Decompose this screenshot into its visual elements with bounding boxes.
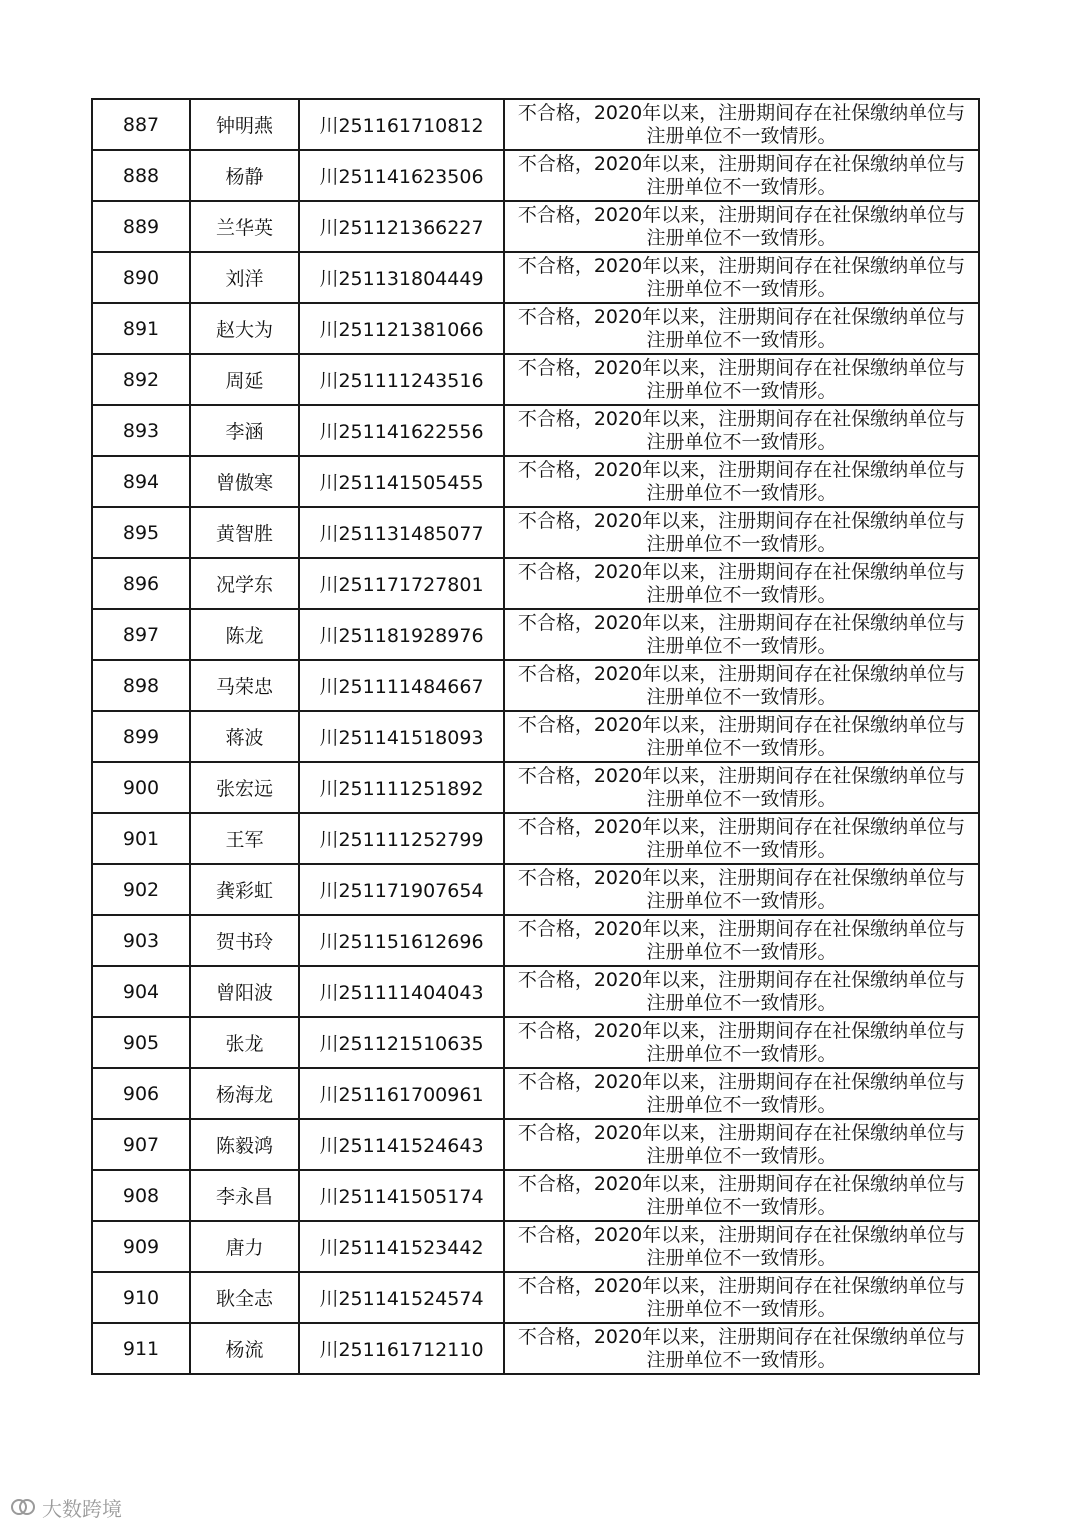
person-name: 龚彩虹 — [190, 864, 299, 915]
review-result — [504, 150, 979, 201]
person-name: 曾傲寒 — [190, 456, 299, 507]
certificate-number: 川251181928976 — [299, 609, 504, 660]
review-result-line-2: 注册单位不一致情形。 — [646, 991, 837, 1014]
table-row — [92, 1170, 979, 1221]
table-row — [92, 405, 979, 456]
row-number: 908 — [92, 1170, 190, 1221]
certificate-number: 川251141622556 — [299, 405, 504, 456]
review-result — [504, 303, 979, 354]
person-name: 张宏远 — [190, 762, 299, 813]
review-result-line-1: 不合格，2020年以来，注册期间存在社保缴纳单位与 — [517, 1070, 966, 1093]
review-result-line-2: 注册单位不一致情形。 — [646, 1042, 837, 1065]
row-number: 899 — [92, 711, 190, 762]
certificate-number: 川251141523442 — [299, 1221, 504, 1272]
person-name: 耿全志 — [190, 1272, 299, 1323]
table-row — [92, 1272, 979, 1323]
review-result — [504, 405, 979, 456]
review-result — [504, 813, 979, 864]
person-name: 黄智胜 — [190, 507, 299, 558]
person-name: 蒋波 — [190, 711, 299, 762]
review-result-line-2: 注册单位不一致情形。 — [646, 124, 837, 147]
review-result-line-1: 不合格，2020年以来，注册期间存在社保缴纳单位与 — [517, 356, 966, 379]
person-name: 唐力 — [190, 1221, 299, 1272]
row-number: 901 — [92, 813, 190, 864]
review-result-line-2: 注册单位不一致情形。 — [646, 328, 837, 351]
person-name: 杨流 — [190, 1323, 299, 1374]
review-result-line-2: 注册单位不一致情形。 — [646, 226, 837, 249]
review-result-line-1: 不合格，2020年以来，注册期间存在社保缴纳单位与 — [517, 1325, 966, 1348]
row-number: 909 — [92, 1221, 190, 1272]
table-row — [92, 1119, 979, 1170]
certificate-number: 川251161700961 — [299, 1068, 504, 1119]
logo-icon — [10, 1496, 36, 1518]
row-number: 890 — [92, 252, 190, 303]
certificate-number: 川251111243516 — [299, 354, 504, 405]
person-name: 赵大为 — [190, 303, 299, 354]
row-number: 888 — [92, 150, 190, 201]
review-result-line-2: 注册单位不一致情形。 — [646, 634, 837, 657]
table-row — [92, 711, 979, 762]
table-row — [92, 915, 979, 966]
person-name: 况学东 — [190, 558, 299, 609]
table-row — [92, 558, 979, 609]
review-result-line-1: 不合格，2020年以来，注册期间存在社保缴纳单位与 — [517, 968, 966, 991]
table-row — [92, 456, 979, 507]
row-number: 903 — [92, 915, 190, 966]
review-result-line-2: 注册单位不一致情形。 — [646, 277, 837, 300]
review-result-line-1: 不合格，2020年以来，注册期间存在社保缴纳单位与 — [517, 815, 966, 838]
table-row — [92, 762, 979, 813]
review-result-line-2: 注册单位不一致情形。 — [646, 175, 837, 198]
row-number: 904 — [92, 966, 190, 1017]
review-result — [504, 558, 979, 609]
certificate-number: 川251131485077 — [299, 507, 504, 558]
table-row — [92, 99, 979, 150]
review-result-line-2: 注册单位不一致情形。 — [646, 532, 837, 555]
table-row — [92, 201, 979, 252]
review-result-line-1: 不合格，2020年以来，注册期间存在社保缴纳单位与 — [517, 560, 966, 583]
person-name: 马荣忠 — [190, 660, 299, 711]
person-name: 李涵 — [190, 405, 299, 456]
certificate-number: 川251131804449 — [299, 252, 504, 303]
review-result-line-2: 注册单位不一致情形。 — [646, 1195, 837, 1218]
review-result-line-1: 不合格，2020年以来，注册期间存在社保缴纳单位与 — [517, 1223, 966, 1246]
review-result-line-1: 不合格，2020年以来，注册期间存在社保缴纳单位与 — [517, 407, 966, 430]
row-number: 893 — [92, 405, 190, 456]
person-name: 钟明燕 — [190, 99, 299, 150]
roster-table-body — [92, 99, 979, 1374]
row-number: 889 — [92, 201, 190, 252]
review-result — [504, 507, 979, 558]
table-row — [92, 1221, 979, 1272]
certificate-number: 川251111484667 — [299, 660, 504, 711]
certificate-number: 川251161710812 — [299, 99, 504, 150]
watermark-text: 大数跨境 — [42, 1496, 122, 1521]
review-result-line-2: 注册单位不一致情形。 — [646, 838, 837, 861]
certificate-number: 川251141505174 — [299, 1170, 504, 1221]
certificate-number: 川251121366227 — [299, 201, 504, 252]
review-result — [504, 1272, 979, 1323]
person-name: 周延 — [190, 354, 299, 405]
review-result-line-2: 注册单位不一致情形。 — [646, 1246, 837, 1269]
review-result-line-1: 不合格，2020年以来，注册期间存在社保缴纳单位与 — [517, 1019, 966, 1042]
review-result — [504, 660, 979, 711]
review-result — [504, 252, 979, 303]
person-name: 陈龙 — [190, 609, 299, 660]
table-row — [92, 150, 979, 201]
review-result-line-1: 不合格，2020年以来，注册期间存在社保缴纳单位与 — [517, 509, 966, 532]
review-result — [504, 711, 979, 762]
row-number: 911 — [92, 1323, 190, 1374]
review-result-line-1: 不合格，2020年以来，注册期间存在社保缴纳单位与 — [517, 611, 966, 634]
review-result-line-1: 不合格，2020年以来，注册期间存在社保缴纳单位与 — [517, 662, 966, 685]
review-result — [504, 762, 979, 813]
table-row — [92, 1323, 979, 1374]
certificate-number: 川251141518093 — [299, 711, 504, 762]
row-number: 900 — [92, 762, 190, 813]
review-result-line-2: 注册单位不一致情形。 — [646, 1297, 837, 1320]
person-name: 杨静 — [190, 150, 299, 201]
person-name: 曾阳波 — [190, 966, 299, 1017]
person-name: 贺书玲 — [190, 915, 299, 966]
review-result — [504, 354, 979, 405]
certificate-number: 川251161712110 — [299, 1323, 504, 1374]
certificate-number: 川251111252799 — [299, 813, 504, 864]
review-result — [504, 1221, 979, 1272]
review-result-line-2: 注册单位不一致情形。 — [646, 787, 837, 810]
review-result — [504, 1017, 979, 1068]
certificate-number: 川251111404043 — [299, 966, 504, 1017]
row-number: 910 — [92, 1272, 190, 1323]
review-result-line-2: 注册单位不一致情形。 — [646, 1348, 837, 1371]
review-result — [504, 456, 979, 507]
review-result-line-2: 注册单位不一致情形。 — [646, 685, 837, 708]
review-result-line-1: 不合格，2020年以来，注册期间存在社保缴纳单位与 — [517, 764, 966, 787]
table-row — [92, 1017, 979, 1068]
certificate-number: 川251171727801 — [299, 558, 504, 609]
certificate-number: 川251141524574 — [299, 1272, 504, 1323]
review-result-line-2: 注册单位不一致情形。 — [646, 1144, 837, 1167]
row-number: 905 — [92, 1017, 190, 1068]
certificate-number: 川251141524643 — [299, 1119, 504, 1170]
row-number: 907 — [92, 1119, 190, 1170]
row-number: 892 — [92, 354, 190, 405]
review-result — [504, 609, 979, 660]
person-name: 兰华英 — [190, 201, 299, 252]
review-result — [504, 1323, 979, 1374]
certificate-number: 川251151612696 — [299, 915, 504, 966]
review-result-line-2: 注册单位不一致情形。 — [646, 481, 837, 504]
review-result — [504, 1170, 979, 1221]
review-result-line-2: 注册单位不一致情形。 — [646, 736, 837, 759]
review-result-line-1: 不合格，2020年以来，注册期间存在社保缴纳单位与 — [517, 866, 966, 889]
table-row — [92, 252, 979, 303]
certificate-number: 川251121381066 — [299, 303, 504, 354]
review-result-line-2: 注册单位不一致情形。 — [646, 379, 837, 402]
certificate-number: 川251171907654 — [299, 864, 504, 915]
table-row — [92, 1068, 979, 1119]
review-result-line-1: 不合格，2020年以来，注册期间存在社保缴纳单位与 — [517, 713, 966, 736]
review-result-line-1: 不合格，2020年以来，注册期间存在社保缴纳单位与 — [517, 254, 966, 277]
table-row — [92, 864, 979, 915]
row-number: 906 — [92, 1068, 190, 1119]
table-row — [92, 354, 979, 405]
review-result-line-1: 不合格，2020年以来，注册期间存在社保缴纳单位与 — [517, 152, 966, 175]
review-result-line-2: 注册单位不一致情形。 — [646, 583, 837, 606]
watermark — [10, 1492, 122, 1522]
review-result-line-1: 不合格，2020年以来，注册期间存在社保缴纳单位与 — [517, 1121, 966, 1144]
person-name: 王军 — [190, 813, 299, 864]
person-name: 杨海龙 — [190, 1068, 299, 1119]
review-result-line-1: 不合格，2020年以来，注册期间存在社保缴纳单位与 — [517, 101, 966, 124]
row-number: 896 — [92, 558, 190, 609]
review-result-line-1: 不合格，2020年以来，注册期间存在社保缴纳单位与 — [517, 458, 966, 481]
review-result — [504, 864, 979, 915]
table-row — [92, 660, 979, 711]
review-result-line-1: 不合格，2020年以来，注册期间存在社保缴纳单位与 — [517, 917, 966, 940]
person-name: 陈毅鸿 — [190, 1119, 299, 1170]
certificate-number: 川251121510635 — [299, 1017, 504, 1068]
table-row — [92, 609, 979, 660]
person-name: 李永昌 — [190, 1170, 299, 1221]
review-result-line-1: 不合格，2020年以来，注册期间存在社保缴纳单位与 — [517, 1172, 966, 1195]
table-row — [92, 966, 979, 1017]
review-result — [504, 1119, 979, 1170]
person-name: 张龙 — [190, 1017, 299, 1068]
review-result — [504, 99, 979, 150]
review-result-line-2: 注册单位不一致情形。 — [646, 889, 837, 912]
row-number: 891 — [92, 303, 190, 354]
row-number: 902 — [92, 864, 190, 915]
review-result — [504, 1068, 979, 1119]
certificate-number: 川251111251892 — [299, 762, 504, 813]
review-result-line-1: 不合格，2020年以来，注册期间存在社保缴纳单位与 — [517, 305, 966, 328]
row-number: 895 — [92, 507, 190, 558]
table-row — [92, 303, 979, 354]
certificate-number: 川251141623506 — [299, 150, 504, 201]
row-number: 898 — [92, 660, 190, 711]
review-result-line-2: 注册单位不一致情形。 — [646, 430, 837, 453]
row-number: 887 — [92, 99, 190, 150]
row-number: 894 — [92, 456, 190, 507]
review-result-line-2: 注册单位不一致情形。 — [646, 940, 837, 963]
review-result-line-2: 注册单位不一致情形。 — [646, 1093, 837, 1116]
review-result-line-1: 不合格，2020年以来，注册期间存在社保缴纳单位与 — [517, 1274, 966, 1297]
certificate-number: 川251141505455 — [299, 456, 504, 507]
table-row — [92, 813, 979, 864]
row-number: 897 — [92, 609, 190, 660]
review-result — [504, 201, 979, 252]
person-name: 刘洋 — [190, 252, 299, 303]
review-result-line-1: 不合格，2020年以来，注册期间存在社保缴纳单位与 — [517, 203, 966, 226]
review-result — [504, 915, 979, 966]
roster-table — [91, 98, 980, 1375]
review-result — [504, 966, 979, 1017]
table-row — [92, 507, 979, 558]
